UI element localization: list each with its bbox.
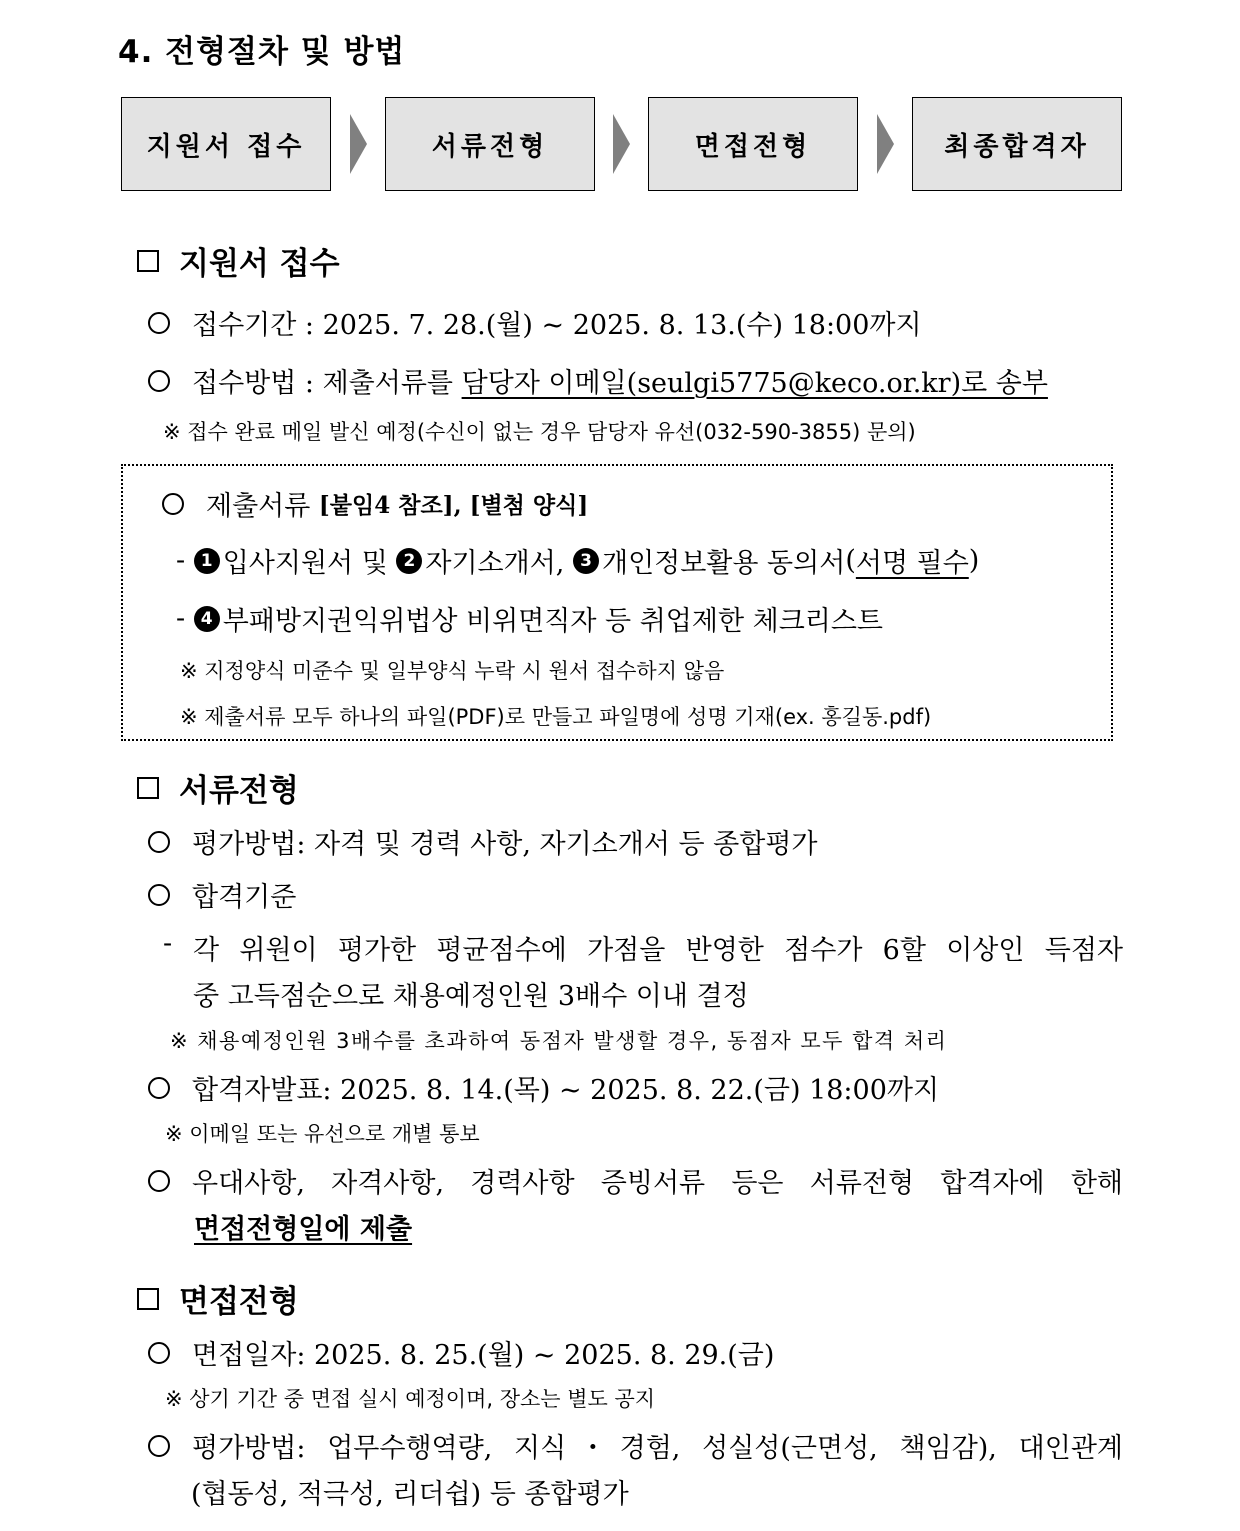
documents-line-1 [176, 541, 979, 580]
circle-bullet-icon [148, 884, 170, 906]
method-value: 담당자 이메일(seulgi5775@keco.or.kr)로 송부 [461, 368, 1048, 399]
circle-bullet-icon [148, 1435, 170, 1457]
section-title: 면접전형 [179, 1284, 299, 1320]
method-label: 접수방법 : 제출서류를 [192, 368, 453, 399]
section-title: 서류전형 [179, 773, 299, 809]
number-2-icon: 2 [396, 548, 422, 574]
period-label: 접수기간 : [192, 310, 315, 341]
section-document-screening [137, 765, 299, 810]
arrow-right-icon [877, 114, 894, 174]
proof-text-2: 면접전형일에 제출 [194, 1214, 413, 1245]
circle-bullet-icon [162, 493, 184, 515]
criteria-line-1 [193, 928, 1123, 967]
circle-bullet-icon [148, 1342, 170, 1364]
circle-bullet-icon [148, 1077, 170, 1099]
section-interview [137, 1276, 299, 1321]
step-application: 지원서 접수 [121, 97, 331, 191]
dash: - [176, 545, 186, 576]
section-title: 지원서 접수 [179, 246, 340, 282]
square-bullet-icon [137, 1288, 159, 1310]
doc-item-2: 자기소개서, [425, 548, 565, 579]
documents-ref: [붙임4 참조], [별첨 양식] [318, 492, 589, 519]
paren-close: ) [968, 545, 980, 576]
circle-bullet-icon [148, 312, 170, 334]
proof-text-1: 우대사항, 자격사항, 경력사항 증빙서류 등은 서류전형 합격자에 한해 [192, 1168, 1123, 1199]
announcement [148, 1068, 939, 1107]
paren-open: ( [845, 545, 856, 576]
signature-required: 서명 필수 [855, 548, 969, 579]
pass-criteria [148, 875, 296, 914]
criteria-line-2: 중 고득점순으로 채용예정인원 3배수 이내 결정 [193, 981, 749, 1012]
documents-label-line [162, 484, 588, 523]
number-4-icon: 4 [194, 606, 220, 632]
circle-bullet-icon [148, 370, 170, 392]
documents-note-2: ※ 제출서류 모두 하나의 파일(PDF)로 만들고 파일명에 성명 기재(ex. 홍길동.pdf) [180, 705, 932, 729]
page-title: 4. 전형절차 및 방법 [118, 34, 406, 70]
announcement-text: 합격자발표: 2025. 8. 14.(목) ~ 2025. 8. 22.(금) 18:00까지 [192, 1075, 940, 1106]
screening-eval [148, 822, 817, 861]
application-period [148, 303, 922, 342]
documents-line-2 [176, 599, 883, 638]
documents-note-1: ※ 지정양식 미준수 및 일부양식 누락 시 원서 접수하지 않음 [180, 659, 725, 683]
criteria-dash: - [163, 928, 173, 959]
arrow-right-icon [350, 114, 367, 174]
step-final-pass: 최종합격자 [912, 97, 1122, 191]
dash: - [176, 603, 186, 634]
step-document-screening: 서류전형 [385, 97, 595, 191]
criteria-text-1: 각 위원이 평가한 평균점수에 가점을 반영한 점수가 6할 이상인 득점자 [193, 935, 1123, 966]
circle-bullet-icon [148, 1170, 170, 1192]
doc-item-4: 부패방지권익위법상 비위면직자 등 취업제한 체크리스트 [222, 606, 884, 637]
square-bullet-icon [137, 777, 159, 799]
doc-item-1: 입사지원서 및 [222, 548, 388, 579]
criteria-note: ※ 채용예정인원 3배수를 초과하여 동점자 발생할 경우, 동점자 모두 합격 처리 [170, 1029, 948, 1053]
interview-note: ※ 상기 기간 중 면접 실시 예정이며, 장소는 별도 공지 [165, 1387, 656, 1411]
announcement-note: ※ 이메일 또는 유선으로 개별 통보 [165, 1122, 480, 1146]
interview-date-text: 면접일자: 2025. 8. 25.(월) ~ 2025. 8. 29.(금) [192, 1340, 775, 1371]
doc-item-3: 개인정보활용 동의서 [601, 548, 846, 579]
step-interview: 면접전형 [648, 97, 858, 191]
square-bullet-icon [137, 250, 159, 272]
proof-documents [148, 1161, 1123, 1200]
arrow-right-icon [613, 114, 630, 174]
circle-bullet-icon [148, 831, 170, 853]
application-method [148, 361, 1048, 400]
documents-label: 제출서류 [206, 491, 311, 522]
number-3-icon: 3 [573, 548, 599, 574]
application-note: ※ 접수 완료 메일 발신 예정(수신이 없는 경우 담당자 유선(032-590-3855) 문의) [163, 420, 916, 444]
number-1-icon: 1 [194, 548, 220, 574]
interview-eval [148, 1426, 1123, 1465]
interview-eval-text-2: (협동성, 적극성, 리더쉽) 등 종합평가 [191, 1479, 629, 1510]
section-application [137, 238, 340, 283]
screening-eval-text: 평가방법: 자격 및 경력 사항, 자기소개서 등 종합평가 [192, 829, 818, 860]
period-value: 2025. 7. 28.(월) ~ 2025. 8. 13.(수) 18:00까지 [322, 310, 922, 341]
pass-criteria-label: 합격기준 [192, 882, 297, 913]
interview-eval-text-1: 평가방법: 업무수행역량, 지식・경험, 성실성(근면성, 책임감), 대인관계 [192, 1433, 1123, 1464]
interview-date [148, 1333, 774, 1372]
